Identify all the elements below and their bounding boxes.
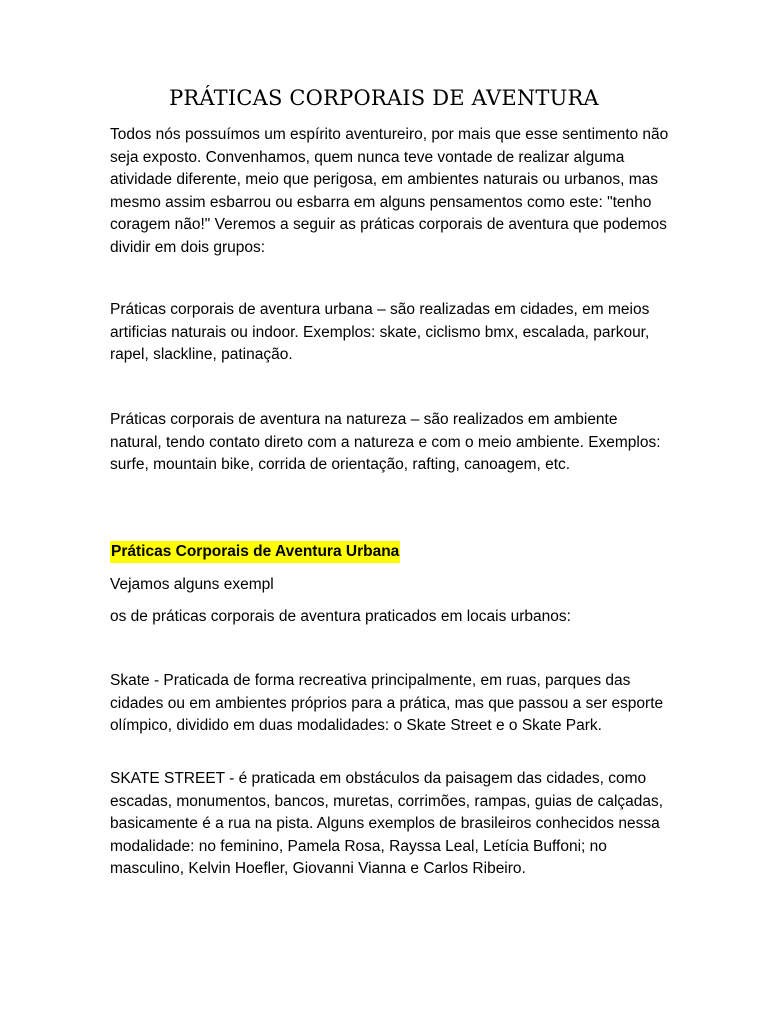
document-title: PRÁTICAS CORPORAIS DE AVENTURA: [169, 86, 599, 110]
section-heading-highlighted: Práticas Corporais de Aventura Urbana: [110, 541, 400, 563]
nature-adventure-paragraph: Práticas corporais de aventura na natureza – são realizados em ambiente natural, tendo contato direto com a natureza e com o meio ambiente. Exemplos: surfe, mountain bike, corrida de orientação, rafting, canoagem, etc.: [110, 411, 661, 473]
skate-paragraph: Skate - Praticada de forma recreativa principalmente, em ruas, parques das cidades ou em ambientes próprios para a prática, mas que passou a ser esporte olímpico, dividido em duas modalidades: o Skate Street e o Skate Park.: [110, 672, 664, 734]
skate-street-paragraph: SKATE STREET - é praticada em obstáculos da paisagem das cidades, como escadas, monumentos, bancos, muretas, corrimões, rampas, guias de calçadas, basicamente é a rua na pista. Alguns exemplos de brasileiros conhecidos nessa modalidade: no feminino, Pamela Rosa, Rayssa Leal, Letícia Buffoni; no masculino, Kelvin Hoefler, Giovanni Vianna e Carlos Ribeiro.: [110, 770, 664, 877]
urban-adventure-paragraph: Práticas corporais de aventura urbana – são realizadas em cidades, em meios artificias naturais ou indoor. Exemplos: skate, ciclismo bmx, escalada, parkour, rapel, slackline, patinação.: [110, 301, 650, 363]
examples-intro-line: Vejamos alguns exempl: [110, 576, 274, 593]
examples-continuation-line: os de práticas corporais de aventura praticados em locais urbanos:: [110, 608, 571, 625]
intro-paragraph: Todos nós possuímos um espírito aventureiro, por mais que esse sentimento não seja exposto. Convenhamos, quem nunca teve vontade de realizar alguma atividade diferente, meio que perigosa, em ambientes naturais ou urbanos, mas mesmo assim esbarrou ou esbarra em alguns pensamentos como este: "tenho coragem não!" Veremos a seguir as práticas corporais de aventura que podemos dividir em dois grupos:: [110, 126, 669, 256]
